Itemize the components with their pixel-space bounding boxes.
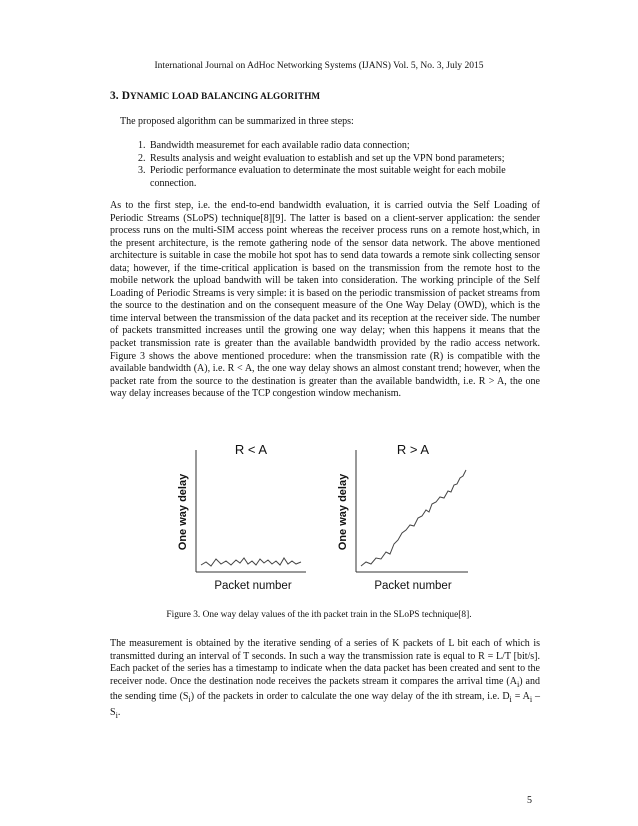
subscript-i: i <box>509 695 512 705</box>
para2-text-d: = A <box>511 691 530 703</box>
page-number: 5 <box>527 795 532 806</box>
step-item: 2. Results analysis and weight evaluation to establish and set up the VPN bond parameters; <box>148 153 548 166</box>
subscript-i: i <box>516 679 520 689</box>
para2-text-c: ) of the packets in order to calculate the one way delay of the ith stream, i.e. D <box>190 691 510 703</box>
right-delay-line <box>361 470 466 566</box>
steps-list <box>128 140 548 190</box>
right-y-label: One way delay <box>337 473 349 551</box>
para2-text-b: ) and the sending time (S <box>110 675 540 703</box>
step-item: 3. Periodic performance evaluation to determinate the most suitable weight for each mobile connection. <box>148 165 548 190</box>
subscript-i: i <box>115 710 118 720</box>
section-title-initial: D <box>121 90 131 102</box>
step-item: 1. Bandwidth measuremet for each available radio data connection; <box>148 140 548 153</box>
para2-text-a: The measurement is obtained by the iterative sending of a series of K packets of L bit each of which is transmitted during an interval of T seconds. In such a way the transmission rate is equal to R = L/T [bit/s]. Each packet of the series has a timestamp to indicate when the data packet has been created and sent to the receiver node. Once the destination node receives the packets stream it compares the arrival time (A <box>110 638 540 687</box>
left-panel-title: R < A <box>234 442 268 457</box>
left-y-label: One way delay <box>177 473 189 551</box>
left-x-label: Packet number <box>214 580 292 592</box>
section-number: 3. <box>110 90 119 102</box>
para2-text-e: – S <box>110 691 540 718</box>
subscript-i: i <box>529 695 533 705</box>
figure-caption: Figure 3. One way delay values of the ith packet train in the SLoPS technique[8]. <box>166 610 472 620</box>
body-paragraph-2 <box>110 638 540 722</box>
figure-3-graphic <box>166 440 476 600</box>
running-head: International Journal on AdHoc Networking Systems (IJANS) Vol. 5, No. 3, July 2015 <box>154 61 484 71</box>
section-title-rest: YNAMIC LOAD BALANCING ALGORITHM <box>130 91 321 101</box>
right-x-label: Packet number <box>374 580 452 592</box>
intro-sentence: The proposed algorithm can be summarized in three steps: <box>120 116 354 127</box>
right-panel-title: R > A <box>396 442 430 457</box>
body-paragraph-1: As to the first step, i.e. the end-to-end bandwidth evaluation, it is carried outvia the Self Loading of Periodic Streams (SLoPS) technique[8][9]. The latter is based on a client-server application: the sender process runs on the multi-SIM access point whereas the receiver process runs on a remote host,which, in the present architecture, is the remote gathering node of the sensor data network. The above mentioned architecture is suitable in case the mobile hot spot has to send data towards a remote sink collecting sensor data; however, if the time-critical application is based on the transmission from the remote host to the mobile network the upload bandwith will be taken into consideration. The working principle of the Self Loading of Periodic Streams is very simple: it is based on the periodic transmission of packet streams from the source to the destination and on the consequent measure of the One Way Delay (OWD), which is the time interval between the transmission of the data packet and its reception at the receiver side. The number of packets transmitted increases until the growing one way delay; when this happens it means that the packet transmission rate is greater than the available bandwidth provided by the radio access network. Figure 3 shows the above mentioned procedure: when the transmission rate (R) is compatible with the available bandwidth (A), i.e. R < A, the one way delay shows an almost constant trend; however, when the packet rate from the source to the destination is greater than the available bandwidth, i.e. R > A, the one way delay increases because of the TCP congestion window mechanism. <box>110 200 540 400</box>
figure-3 <box>166 440 476 600</box>
section-heading <box>110 89 320 103</box>
para2-text-f: . <box>117 706 121 718</box>
subscript-i: i <box>188 695 191 705</box>
left-delay-line <box>201 558 301 566</box>
